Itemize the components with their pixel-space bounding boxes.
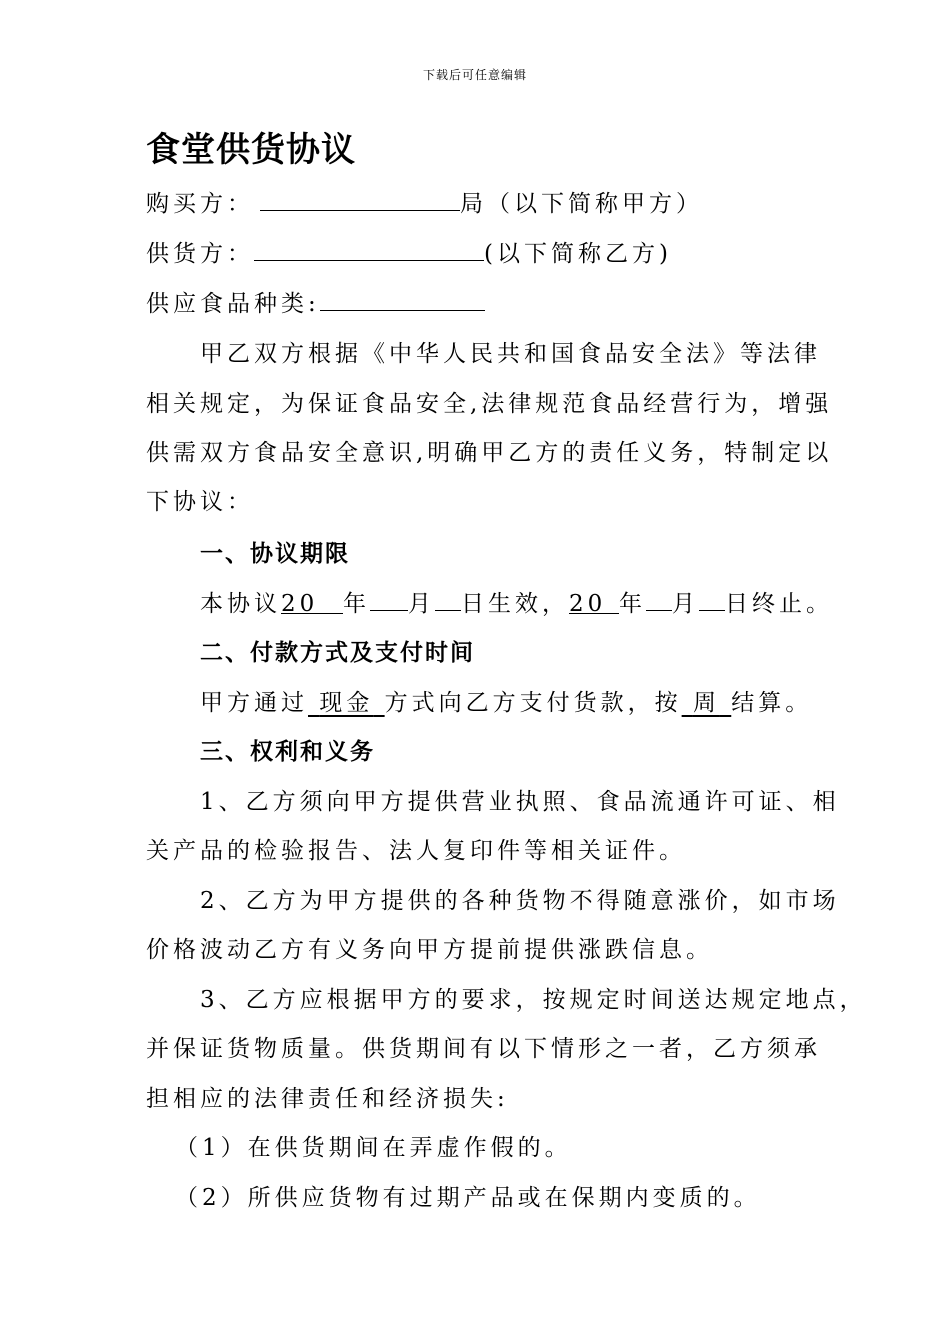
item3-line-2: 并保证货物质量。供货期间有以下情形之一者，乙方须承 <box>146 1036 821 1062</box>
item1-line-2: 关产品的检验报告、法人复印件等相关证件。 <box>146 838 686 864</box>
food-type-line <box>146 285 485 318</box>
payment-text-3: 结算。 <box>731 690 813 716</box>
start-day-blank[interactable] <box>435 588 461 611</box>
section1-term-line <box>200 585 833 618</box>
start-year-blank[interactable] <box>281 591 343 617</box>
item1-line-1: 1、乙方须向甲方提供营业执照、食品流通许可证、相 <box>200 789 840 815</box>
section2-payment-line <box>200 684 812 717</box>
start-month-blank[interactable] <box>370 588 408 611</box>
end-year-blank[interactable] <box>569 591 619 617</box>
end-month-unit: 月 <box>672 591 699 617</box>
buyer-blank[interactable] <box>260 188 460 211</box>
food-type-blank[interactable] <box>320 288 485 311</box>
header-note: 下载后可任意编辑 <box>422 68 527 82</box>
supplier-blank[interactable] <box>254 238 484 261</box>
end-year-unit: 年 <box>619 591 646 617</box>
intro-line-2: 相关规定，为保证食品安全,法律规范食品经营行为，增强 <box>146 391 833 417</box>
item2-line-1: 2、乙方为甲方提供的各种货物不得随意涨价，如市场 <box>200 888 840 914</box>
start-day-text: 日生效， <box>461 591 569 617</box>
start-month-unit: 月 <box>408 591 435 617</box>
item3-line-1: 3、乙方应根据甲方的要求，按规定时间送达规定地点， <box>200 987 867 1013</box>
sub-item-1: （1）在供货期间在弄虚作假的。 <box>175 1135 572 1161</box>
item3-line-3: 担相应的法律责任和经济损失: <box>146 1086 509 1112</box>
supplier-line <box>146 235 672 268</box>
end-year-prefix: 20 <box>569 591 607 617</box>
food-type-label: 供应食品种类: <box>146 291 320 317</box>
end-month-blank[interactable] <box>646 588 672 611</box>
start-year-unit: 年 <box>343 591 370 617</box>
document-title: 食堂供货协议 <box>146 130 356 170</box>
payment-period: 周 <box>692 690 720 716</box>
buyer-line <box>146 185 703 218</box>
supplier-label: 供货方： <box>146 241 254 267</box>
intro-line-4: 下协议： <box>146 489 254 515</box>
buyer-label: 购买方： <box>146 191 254 217</box>
supplier-suffix: (以下简称乙方) <box>484 241 672 267</box>
buyer-suffix: 局（以下简称甲方） <box>460 191 703 217</box>
intro-line-1: 甲乙双方根据《中华人民共和国食品安全法》等法律 <box>200 341 821 367</box>
end-day-blank[interactable] <box>699 588 725 611</box>
payment-text-2: 方式向乙方支付货款，按 <box>384 690 682 716</box>
end-day-text: 日终止。 <box>725 591 833 617</box>
item2-line-2: 价格波动乙方有义务向甲方提前提供涨跌信息。 <box>146 937 713 963</box>
payment-method: 现金 <box>319 690 374 716</box>
sub-item-2: （2）所供应货物有过期产品或在保期内变质的。 <box>175 1185 761 1211</box>
term-start-text: 本协议 <box>200 591 281 617</box>
payment-text-1: 甲方通过 <box>200 690 308 716</box>
section1-heading: 一、协议期限 <box>200 541 350 567</box>
section3-heading: 三、权利和义务 <box>200 739 375 765</box>
start-year-prefix: 20 <box>281 591 319 617</box>
section2-heading: 二、付款方式及支付时间 <box>200 640 475 666</box>
intro-line-3: 供需双方食品安全意识,明确甲乙方的责任义务，特制定以 <box>146 440 833 466</box>
